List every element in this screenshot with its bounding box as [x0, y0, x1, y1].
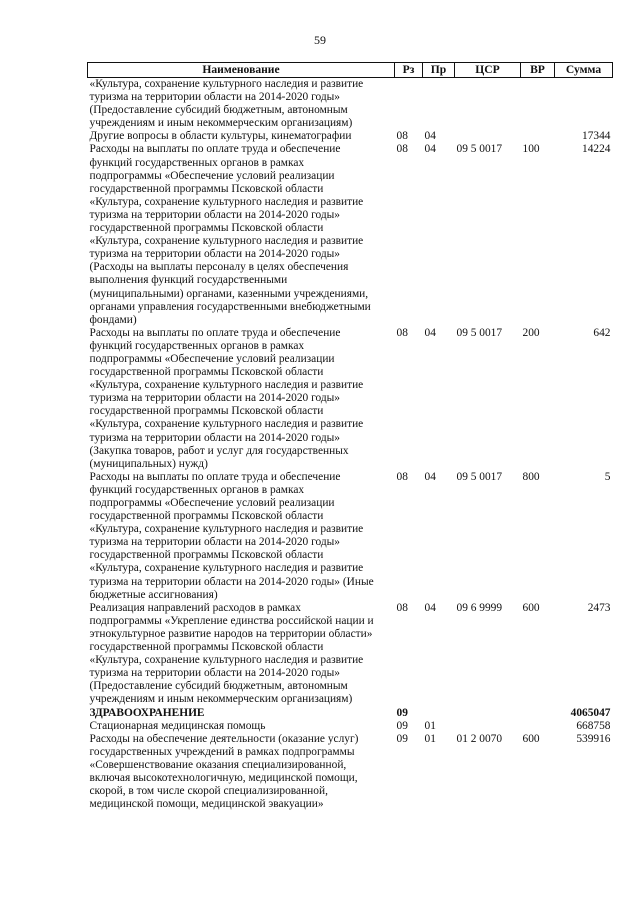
row-name-line: государственной программы Псковской области	[89, 222, 324, 235]
row-name-line: «Культура, сохранение культурного наследия и развитие	[89, 235, 364, 248]
row-rz: 08	[396, 601, 408, 614]
table-row	[88, 733, 613, 812]
row-name-line: «Культура, сохранение культурного наследия и развитие	[89, 195, 364, 208]
row-name-line: туризма на территории области на 2014-2020 годы»	[89, 208, 340, 221]
row-name	[88, 143, 395, 326]
row-name-line: государственных учреждений в рамках подпрограммы	[89, 745, 355, 758]
page-number: 59	[314, 33, 326, 47]
row-name	[88, 130, 395, 143]
row-name-line: государственной программы Псковской области	[89, 182, 324, 195]
row-name-line: государственной программы Псковской области	[89, 510, 324, 523]
row-pr: 01	[424, 719, 436, 732]
table-row	[88, 327, 613, 471]
row-name-line: «Культура, сохранение культурного наследия и развитие	[89, 418, 364, 431]
row-vr: 100	[522, 143, 540, 156]
row-name-line: «Культура, сохранение культурного наследия и развитие	[89, 78, 364, 90]
row-name	[88, 707, 395, 720]
row-name-line: (Закупка товаров, работ и услуг для государственных	[89, 444, 349, 457]
table-row	[88, 78, 613, 131]
row-vr: 600	[522, 732, 540, 745]
row-name-line: подпрограммы «Обеспечение условий реализации	[89, 497, 335, 509]
table-row	[88, 707, 613, 720]
row-name-line: Другие вопросы в области культуры, кинематографии	[89, 130, 352, 143]
row-sum: 539916	[576, 732, 611, 745]
row-name-line: подпрограммы «Обеспечение условий реализации	[89, 169, 335, 182]
table-header-row	[88, 63, 613, 78]
row-csr	[455, 707, 521, 720]
row-name-line: скорой, в том числе скорой специализированной,	[89, 785, 328, 798]
budget-table	[87, 62, 613, 811]
header-vr: ВР	[521, 63, 555, 78]
header-rz: Рз	[395, 63, 423, 78]
row-name-line: туризма на территории области на 2014-2020 годы»	[89, 392, 340, 405]
row-sum: 4065047	[570, 706, 611, 719]
row-name	[88, 602, 395, 707]
row-csr	[455, 130, 521, 143]
row-name-line: бюджетные ассигнования)	[89, 588, 218, 601]
row-rz: 08	[396, 326, 408, 339]
row-name-line: подпрограммы «Обеспечение условий реализации	[89, 352, 335, 365]
row-name-line: органами управления государственными внебюджетными	[89, 300, 371, 313]
row-sum: 5	[604, 470, 611, 483]
row-csr	[455, 78, 521, 131]
row-name-line: функций государственных органов в рамках	[89, 483, 305, 496]
row-name-line: функций государственных органов в рамках	[89, 339, 305, 352]
row-name-line: туризма на территории области на 2014-2020 годы»	[89, 248, 340, 261]
header-name: Наименование	[88, 63, 395, 78]
table-row	[88, 130, 613, 143]
row-name-line: медицинской помощи, медицинской эвакуации»	[89, 798, 324, 811]
row-name-line: (Предоставление субсидий бюджетным, автономным	[89, 680, 348, 693]
row-name-line: государственной программы Псковской области	[89, 549, 324, 562]
row-name-line: Расходы на выплаты по оплате труда и обеспечение	[89, 143, 341, 156]
header-pr: Пр	[423, 63, 455, 78]
row-name-line: «Культура, сохранение культурного наследия и развитие	[89, 562, 364, 575]
header-sum: Сумма	[555, 63, 613, 78]
row-vr	[521, 130, 555, 143]
row-name-line: туризма на территории области на 2014-2020 годы»	[89, 667, 340, 680]
row-sum: 642	[593, 326, 611, 339]
row-pr	[423, 78, 455, 131]
row-rz: 08	[396, 130, 408, 143]
row-name-line: учреждениям и иным некоммерческим организациям)	[89, 117, 353, 130]
row-csr: 09 5 0017	[456, 470, 503, 483]
row-sum: 14224	[582, 143, 611, 156]
row-name-line: Расходы на обеспечение деятельности (оказание услуг)	[89, 732, 359, 745]
row-name-line: «Культура, сохранение культурного наследия и развитие	[89, 379, 364, 392]
row-name	[88, 78, 395, 131]
row-sum: 668758	[576, 719, 611, 732]
row-name-line: Реализация направлений расходов в рамках	[89, 601, 301, 614]
row-name-line: (муниципальных) нужд)	[89, 457, 208, 470]
row-name-line: подпрограммы «Укрепление единства российской нации и	[89, 614, 374, 627]
row-pr: 04	[424, 470, 436, 483]
row-sum	[555, 78, 613, 131]
row-name-line: государственной программы Псковской области	[89, 641, 324, 654]
row-name	[88, 720, 395, 733]
table-row	[88, 143, 613, 326]
row-vr	[521, 720, 555, 733]
row-sum: 2473	[587, 601, 611, 614]
row-vr	[521, 78, 555, 131]
row-vr: 200	[522, 326, 540, 339]
row-pr: 01	[424, 732, 436, 745]
row-vr	[521, 707, 555, 720]
row-rz: 09	[396, 732, 408, 745]
row-name-line: этнокультурное развитие народов на территории области»	[89, 627, 373, 640]
row-pr: 04	[424, 143, 436, 156]
row-pr: 04	[424, 130, 436, 143]
row-pr: 04	[424, 601, 436, 614]
row-rz: 08	[396, 470, 408, 483]
table-row	[88, 720, 613, 733]
row-rz: 09	[396, 706, 408, 719]
row-name-line: Расходы на выплаты по оплате труда и обеспечение	[89, 470, 341, 483]
row-csr	[455, 720, 521, 733]
row-name-line: выполнения функций государственными	[89, 274, 288, 287]
row-name-line: Стационарная медицинская помощь	[89, 719, 266, 732]
row-name-line: государственной программы Псковской области	[89, 405, 324, 418]
row-name-line: туризма на территории области на 2014-2020 годы»	[89, 536, 340, 549]
row-rz: 09	[396, 719, 408, 732]
table-row	[88, 471, 613, 602]
row-csr: 09 6 9999	[456, 601, 503, 614]
row-name	[88, 327, 395, 471]
table-body	[88, 78, 613, 812]
row-csr: 01 2 0070	[456, 732, 503, 745]
row-name-line: государственной программы Псковской области	[89, 366, 324, 379]
row-name-line: (Предоставление субсидий бюджетным, автономным	[89, 104, 348, 117]
table-row	[88, 602, 613, 707]
row-rz: 08	[396, 143, 408, 156]
row-name-line: «Совершенствование оказания специализированной,	[89, 758, 347, 771]
row-name	[88, 471, 395, 602]
row-csr: 09 5 0017	[456, 143, 503, 156]
row-name-line: «Культура, сохранение культурного наследия и развитие	[89, 654, 364, 667]
row-name-line: Расходы на выплаты по оплате труда и обеспечение	[89, 326, 341, 339]
row-name-line: (Расходы на выплаты персоналу в целях обеспечения	[89, 261, 349, 274]
row-name-line: функций государственных органов в рамках	[89, 156, 305, 169]
row-pr: 04	[424, 326, 436, 339]
row-vr: 600	[522, 601, 540, 614]
row-csr: 09 5 0017	[456, 326, 503, 339]
row-name-line: (муниципальными) органами, казенными учреждениями,	[89, 287, 369, 300]
header-csr: ЦСР	[455, 63, 521, 78]
row-name-line: туризма на территории области на 2014-2020 годы» (Иные	[89, 575, 374, 588]
row-name-line: «Культура, сохранение культурного наследия и развитие	[89, 523, 364, 536]
row-sum: 17344	[582, 130, 611, 143]
row-name-line: включая высокотехнологичную, медицинской помощи,	[89, 771, 358, 784]
row-rz	[395, 78, 423, 131]
row-name	[88, 733, 395, 812]
row-name-line: учреждениям и иным некоммерческим организациям)	[89, 693, 353, 706]
row-name-line: ЗДРАВООХРАНЕНИЕ	[89, 706, 205, 719]
row-name-line: туризма на территории области на 2014-2020 годы»	[89, 431, 340, 444]
row-name-line: туризма на территории области на 2014-2020 годы»	[89, 91, 340, 104]
row-vr: 800	[522, 470, 540, 483]
row-name-line: фондами)	[89, 313, 137, 326]
row-pr	[423, 707, 455, 720]
